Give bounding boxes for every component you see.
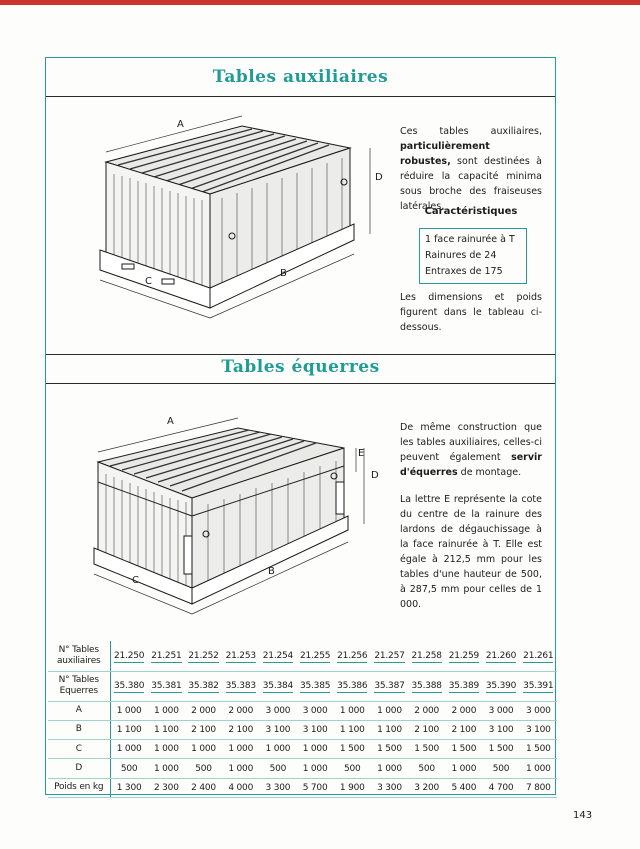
row-header [48,641,110,671]
table-cell [259,701,296,720]
cell-value: 35.381 [151,681,182,691]
cell-value: 1 000 [228,763,254,774]
section-divider-top [46,354,555,355]
table-cell [408,778,445,797]
table-cell [259,641,296,671]
table-cell [371,701,408,720]
table-row [48,641,557,671]
cell-value: 2 000 [228,705,254,716]
table-cell [408,740,445,759]
table-cell [334,671,371,701]
table-cell [334,759,371,778]
cell-value: 500 [492,763,510,774]
table-cell [148,701,185,720]
cell-value: 1 100 [116,724,142,735]
cell-value: 35.387 [374,681,405,691]
table-cell [110,641,148,671]
table-cell [148,759,185,778]
table-cell [445,759,482,778]
table-cell [110,671,148,701]
table-cell [297,720,334,739]
table-cell [148,778,185,797]
cell-value: 35.385 [299,681,331,691]
cell-value: 1 000 [116,744,142,755]
dim-label-e: E [358,448,365,459]
table-cell [110,701,148,720]
cell-value: 1 000 [153,763,179,774]
cell-value: 7 800 [525,782,551,793]
table-cell [371,720,408,739]
table-cell [222,641,259,671]
row-header [48,759,110,778]
cell-value: 500 [269,763,287,774]
table-cell [259,720,296,739]
cell-value: 2 100 [228,724,254,735]
table-cell [297,778,334,797]
cell-value: 21.254 [262,650,294,661]
table-cell [148,671,185,701]
table-cell [185,701,222,720]
cell-value: 4 000 [228,782,254,793]
cell-value: 1 000 [153,744,179,755]
table-cell [222,778,259,797]
section1-title: Tables auxiliaires [212,67,389,87]
table-cell [445,720,482,739]
table-cell [371,641,408,671]
table-cell [185,740,222,759]
section1-note: Les dimensions et poids figurent dans le tableau ci-dessous. [400,292,542,333]
section2-description [400,420,542,480]
cell-value: 1 500 [488,744,514,755]
table-cell [408,641,445,671]
section2-title: Tables équerres [221,357,380,377]
cell-value: 1 000 [116,705,142,716]
dim-label-c: C [145,276,152,287]
table-cell [482,759,519,778]
table-cell [482,778,519,797]
section1-desc-plain: Ces tables auxiliaires, [400,126,542,137]
table-cell [222,701,259,720]
cell-value: 1 500 [377,744,402,755]
dimensions-table [48,641,557,798]
table-cell [334,701,371,720]
table-cell [445,641,482,671]
section1-description [400,124,542,214]
table-cell [222,740,259,759]
cell-value: 35.382 [188,681,219,691]
row-header [48,720,110,739]
section2-desc-rest: de montage. [457,467,522,478]
cell-value: 2 000 [451,705,477,716]
table-cell [185,641,222,671]
cell-value: 1 000 [302,763,328,774]
row-header-line: N° Tables [58,675,99,685]
dim-label-b: B [268,566,275,577]
cell-value: 1 500 [414,744,440,755]
table-cell [371,759,408,778]
cell-value: 1 000 [228,744,254,755]
table-row [48,701,557,720]
row-header-line: D [75,763,83,774]
cell-value: 500 [195,763,212,774]
cell-value: 21.260 [485,650,517,661]
cell-value: 500 [418,763,435,774]
cell-value: 2 000 [414,705,440,716]
cell-value: 21.261 [523,650,554,661]
table-cell [334,720,371,739]
dim-label-a: A [167,416,174,427]
table-row [48,720,557,739]
cell-value: 1 000 [302,744,328,755]
cell-value: 5 700 [302,782,328,793]
cell-value: 35.388 [411,681,442,691]
table-cell [259,778,296,797]
table-row [48,778,557,797]
row-header [48,778,110,797]
table-cell [297,671,334,701]
cell-value: 3 000 [265,705,291,716]
table-cell [259,759,296,778]
cell-value: 3 000 [302,705,328,716]
cell-value: 1 000 [525,763,551,774]
table-cell [482,701,519,720]
dim-label-d: D [375,172,383,183]
table-cell [222,720,259,739]
table-cell [520,720,557,739]
section1-desc-rest: sont destinées à réduire la capacité minima sous broche des fraiseuses latérales. [400,156,542,212]
cell-value: 3 100 [265,724,291,735]
angle-table-drawing [88,412,388,622]
table-cell [408,759,445,778]
cell-value: 500 [344,763,361,774]
cell-value: 2 400 [191,782,216,793]
row-header [48,740,110,759]
table-row [48,671,557,701]
auxiliary-table-drawing [92,112,392,334]
row-header-line: C [75,743,82,754]
cell-value: 5 400 [451,782,477,793]
cell-value: 35.391 [523,681,554,691]
table-cell [445,671,482,701]
section1-rule [46,96,555,97]
table-cell [259,740,296,759]
table-cell [222,671,259,701]
cell-value: 3 100 [488,724,514,735]
table-cell [520,759,557,778]
cell-value: 4 700 [488,782,514,793]
cell-value: 21.258 [411,650,442,661]
cell-value: 35.380 [113,681,145,691]
table-cell [334,641,371,671]
cell-value: 1 000 [339,705,365,716]
row-header-line: Equerres [59,686,98,696]
table-cell [185,778,222,797]
table-cell [371,740,408,759]
cell-value: 1 000 [191,744,216,755]
features-title: Caractéristiques [424,206,518,217]
cell-value: 3 300 [377,782,402,793]
cell-value: 1 000 [265,744,291,755]
table-cell [110,720,148,739]
table-cell [408,671,445,701]
cell-value: 2 300 [153,782,179,793]
cell-value: 1 500 [525,744,551,755]
dim-label-d: D [371,470,379,481]
section2-desc-bold: servir d'équerres [400,452,542,478]
table-row [48,759,557,778]
table-cell [222,759,259,778]
top-color-bar [0,0,640,5]
dim-label-b: B [280,268,287,279]
cell-value: 500 [120,763,138,774]
section2-desc-plain: De même construction que les tables auxiliaires, celles-ci peuvent également [400,422,542,463]
feature-item: Rainures de 24 [425,250,497,261]
table-cell [259,671,296,701]
cell-value: 2 100 [414,724,440,735]
table-cell [148,740,185,759]
cell-value: 21.259 [448,650,479,661]
cell-value: 2 000 [191,705,216,716]
table-cell [185,720,222,739]
section2-note: La lettre E représente la cote du centre de la rainure des lardons de dégauchissage à la face rainurée à T. Elle est égale à 212,5 mm pour les tables d'une hauteur de 500, à 287,5 mm pour celles de 1 000. [400,494,542,610]
table-cell [482,671,519,701]
cell-value: 3 000 [488,705,514,716]
cell-value: 1 300 [116,782,142,793]
table-cell [445,701,482,720]
table-cell [297,759,334,778]
table-cell [482,720,519,739]
cell-value: 21.257 [374,650,405,661]
cell-value: 35.384 [262,681,294,691]
cell-value: 1 000 [451,763,477,774]
row-header-line: Poids en kg [54,782,104,793]
table-cell [297,740,334,759]
table-cell [482,740,519,759]
table-cell [445,740,482,759]
cell-value: 3 100 [525,724,551,735]
dim-label-c: C [132,575,139,586]
row-header-line: A [75,705,82,716]
cell-value: 3 100 [302,724,328,735]
row-header-line: N° Tables [58,644,99,655]
cell-value: 21.252 [188,650,219,661]
cell-value: 1 000 [153,705,179,716]
features-box [419,228,527,284]
cell-value: 35.390 [485,681,517,691]
cell-value: 21.256 [337,650,368,661]
table-cell [110,759,148,778]
table-cell [297,641,334,671]
cell-value: 1 100 [377,724,402,735]
table-cell [297,701,334,720]
cell-value: 1 000 [377,763,402,774]
row-header [48,701,110,720]
table-cell [110,778,148,797]
cell-value: 1 500 [339,744,365,755]
row-header-line: B [75,724,82,735]
cell-value: 3 300 [265,782,291,793]
table-cell [334,740,371,759]
cell-value: 3 200 [414,782,440,793]
table-cell [334,778,371,797]
cell-value: 1 900 [339,782,365,793]
table-cell [520,701,557,720]
cell-value: 35.389 [448,681,479,691]
row-header-line: auxiliaires [56,655,101,666]
table-cell [408,720,445,739]
cell-value: 1 000 [377,705,402,716]
table-cell [371,778,408,797]
feature-item: Entraxes de 175 [425,266,503,277]
table-cell [371,671,408,701]
cell-value: 2 100 [451,724,477,735]
table-cell [110,740,148,759]
cell-value: 1 100 [153,724,179,735]
table-row [48,740,557,759]
cell-value: 2 100 [191,724,216,735]
cell-value: 21.251 [151,650,182,661]
section2-rule [46,383,555,384]
table-cell [520,671,557,701]
table-cell [520,641,557,671]
table-cell [148,641,185,671]
section1-desc-bold: particulièrement robustes, [400,141,490,167]
row-header [48,671,110,701]
cell-value: 1 100 [339,724,365,735]
cell-value: 35.386 [337,681,368,691]
table-cell [482,641,519,671]
table-cell [185,671,222,701]
cell-value: 21.253 [225,650,256,661]
table-cell [445,778,482,797]
table-cell [185,759,222,778]
feature-item: 1 face rainurée à T [425,234,515,245]
cell-value: 35.383 [225,681,256,691]
cell-value: 1 500 [451,744,477,755]
table-cell [408,701,445,720]
cell-value: 3 000 [525,705,551,716]
cell-value: 21.255 [299,650,331,661]
table-cell [520,740,557,759]
table-cell [520,778,557,797]
cell-value: 21.250 [113,650,145,661]
page-number: 143 [573,810,593,821]
table-cell [148,720,185,739]
dim-label-a: A [177,119,184,130]
